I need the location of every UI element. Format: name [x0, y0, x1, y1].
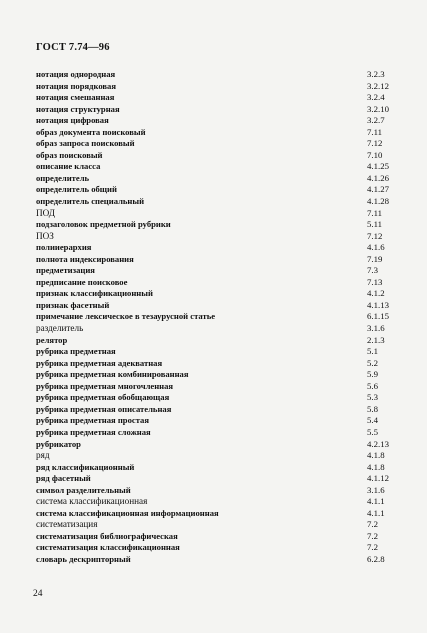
index-entry: [36, 335, 396, 347]
entry-term: рубрикатор: [36, 438, 81, 449]
index-entry: [36, 196, 396, 208]
entry-term: рубрика предметная сложная: [36, 426, 151, 437]
index-entry: [36, 381, 396, 393]
entry-reference: 4.1.25: [367, 161, 389, 172]
index-entry: [36, 358, 396, 370]
entry-term: рубрика предметная обобщающая: [36, 392, 170, 403]
index-entry: [36, 277, 396, 289]
index-entry: [36, 127, 396, 139]
entry-reference: 5.3: [367, 392, 378, 403]
entry-reference: 3.2.3: [367, 69, 385, 79]
entry-reference: 4.1.12: [367, 473, 389, 484]
index-entry: [36, 184, 396, 196]
entry-reference: 5.9: [367, 369, 378, 380]
entry-term: образ документа поисковый: [36, 126, 146, 137]
entry-reference: 7.10: [367, 149, 383, 160]
entry-reference: 6.2.8: [367, 553, 385, 564]
index-entry: [36, 473, 396, 485]
entry-reference: 3.1.6: [367, 484, 385, 495]
entry-reference: 7.11: [367, 126, 383, 137]
entry-term: ряд классификационный: [36, 461, 135, 472]
entry-reference: 7.3: [367, 265, 378, 276]
entry-term: нотация структурная: [36, 103, 120, 114]
index-entry: [36, 242, 396, 254]
index-entry: [36, 92, 396, 104]
entry-term: образ поисковый: [36, 149, 103, 160]
entry-term: определитель специальный: [36, 196, 145, 207]
entry-term: рубрика предметная адекватная: [36, 357, 163, 368]
page-number: 24: [33, 589, 43, 599]
entry-term: систематизация: [36, 519, 98, 530]
entry-reference: 4.1.26: [367, 172, 389, 183]
entry-term: нотация смешанная: [36, 92, 115, 103]
index-entry: [36, 427, 396, 439]
entry-reference: 3.2.4: [367, 92, 385, 103]
index-entry: [36, 138, 396, 150]
index-entry: [36, 392, 396, 404]
entry-term: система классификационная информационная: [36, 507, 219, 518]
index-entry: [36, 104, 396, 116]
entry-term: рубрика предметная многочленная: [36, 380, 174, 391]
index-entry: [36, 508, 396, 520]
entry-term: ряд фасетный: [36, 473, 91, 484]
entry-reference: 5.1: [367, 346, 378, 357]
entry-term: словарь дескрипторный: [36, 553, 131, 564]
index-entry: [36, 323, 396, 335]
entry-reference: 7.11: [367, 207, 383, 218]
index-entry: [36, 219, 396, 231]
entry-term: образ запроса поисковый: [36, 138, 135, 149]
entry-term: полнота индексирования: [36, 253, 134, 264]
entry-reference: 3.2.7: [367, 115, 385, 126]
entry-reference: 4.1.8: [367, 461, 385, 472]
index-entry: [36, 531, 396, 543]
entry-term: нотация цифровая: [36, 115, 109, 126]
index-entry: [36, 519, 396, 531]
entry-reference: 5.5: [367, 426, 378, 437]
entry-term: предметизация: [36, 265, 95, 276]
entry-term: ПОЗ: [36, 230, 54, 241]
entry-term: определитель общий: [36, 184, 117, 195]
index-entry: [36, 404, 396, 416]
entry-term: предписание поисковое: [36, 276, 128, 287]
entry-reference: 4.1.2: [367, 288, 385, 299]
index-entry: [36, 69, 396, 81]
index-entry: [36, 288, 396, 300]
index-entry: [36, 485, 396, 497]
index-entry: [36, 150, 396, 162]
term-index-list: [36, 69, 396, 566]
index-entry: [36, 265, 396, 277]
entry-reference: 4.1.13: [367, 299, 389, 310]
index-entry: [36, 439, 396, 451]
entry-term: рубрика предметная комбинированная: [36, 369, 189, 380]
page-header: ГОСТ 7.74—96: [36, 42, 110, 53]
entry-reference: 5.2: [367, 357, 378, 368]
entry-term: символ разделительный: [36, 484, 131, 495]
entry-reference: 4.1.8: [367, 450, 385, 461]
index-entry: [36, 231, 396, 243]
entry-reference: 7.19: [367, 253, 383, 264]
entry-reference: 4.1.1: [367, 496, 385, 507]
entry-term: ПОД: [36, 207, 56, 218]
index-entry: [36, 415, 396, 427]
entry-term: определитель: [36, 172, 90, 183]
entry-reference: 7.2: [367, 530, 378, 541]
entry-reference: 4.1.6: [367, 242, 385, 253]
index-entry: [36, 208, 396, 220]
entry-term: описание класса: [36, 161, 101, 172]
index-entry: [36, 462, 396, 474]
entry-reference: 4.1.28: [367, 196, 389, 207]
index-entry: [36, 173, 396, 185]
entry-reference: 7.12: [367, 138, 383, 149]
entry-term: полииерархия: [36, 242, 92, 253]
index-entry: [36, 554, 396, 566]
entry-reference: 3.1.6: [367, 323, 385, 334]
index-entry: [36, 496, 396, 508]
entry-term: рубрика предметная описательная: [36, 403, 172, 414]
entry-reference: 4.1.1: [367, 507, 385, 518]
entry-reference: 5.4: [367, 415, 378, 426]
entry-reference: 7.12: [367, 230, 383, 241]
entry-term: рубрика предметная простая: [36, 415, 149, 426]
entry-term: признак классификационный: [36, 288, 153, 299]
index-entry: [36, 81, 396, 93]
index-entry: [36, 369, 396, 381]
index-entry: [36, 115, 396, 127]
entry-reference: 7.2: [367, 542, 378, 553]
entry-term: систематизация библиографическая: [36, 530, 178, 541]
entry-reference: 5.8: [367, 403, 378, 414]
index-entry: [36, 254, 396, 266]
entry-term: релятор: [36, 334, 68, 345]
index-entry: [36, 450, 396, 462]
entry-reference: 7.2: [367, 519, 378, 530]
entry-term: разделитель: [36, 323, 84, 334]
entry-term: систематизация классификационная: [36, 542, 180, 553]
entry-reference: 2.1.3: [367, 334, 385, 345]
entry-term: нотация порядковая: [36, 80, 116, 91]
index-entry: [36, 161, 396, 173]
index-entry: [36, 300, 396, 312]
entry-reference: 4.1.27: [367, 184, 389, 195]
entry-term: нотация однородная: [36, 69, 116, 79]
entry-term: система классификационная: [36, 496, 148, 507]
entry-reference: 3.2.10: [367, 103, 389, 114]
entry-term: рубрика предметная: [36, 346, 116, 357]
entry-term: примечание лексическое в тезаурусной статье: [36, 311, 216, 322]
entry-reference: 7.13: [367, 276, 383, 287]
entry-reference: 3.2.12: [367, 80, 389, 91]
entry-reference: 5.11: [367, 219, 383, 230]
entry-term: признак фасетный: [36, 299, 110, 310]
entry-reference: 6.1.15: [367, 311, 389, 322]
index-entry: [36, 542, 396, 554]
entry-reference: 4.2.13: [367, 438, 389, 449]
index-entry: [36, 311, 396, 323]
entry-reference: 5.6: [367, 380, 378, 391]
index-entry: [36, 346, 396, 358]
entry-term: ряд: [36, 450, 50, 461]
entry-term: подзаголовок предметной рубрики: [36, 219, 171, 230]
